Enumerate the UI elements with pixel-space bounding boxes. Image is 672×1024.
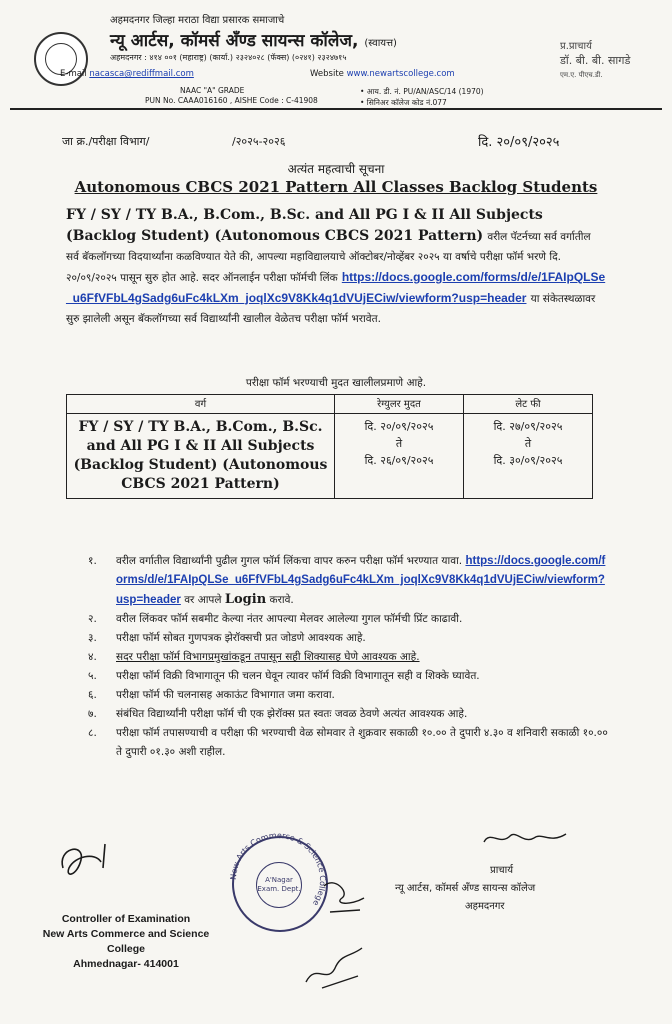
step-text: सदर परीक्षा फॉर्म विभागप्रमुखांकडून तपासून सही शिक्यासह घेणे आवश्यक आहे.: [116, 651, 420, 663]
list-item: [88, 610, 608, 629]
list-item: [88, 552, 608, 610]
principal-sign-city: अहमदनगर: [465, 901, 505, 912]
instruction-list: [88, 552, 608, 762]
principal-block: [560, 40, 630, 82]
coe-block: [26, 912, 226, 972]
header-regular: रेग्युलर मुदत: [335, 395, 464, 414]
regular-start: दि. २०/०९/२०२५: [364, 420, 434, 433]
step-text: परीक्षा फॉर्म सोबत गुणपत्रक झेरॉक्सची प्रत जोडणे आवश्यक आहे.: [116, 632, 366, 644]
regular-to: ते: [395, 437, 403, 450]
website-label: Website: [310, 69, 344, 79]
email-label: E-mail: [60, 69, 87, 79]
step-text: वरील वर्गातील विद्यार्थ्यांनी पुढील गुगल फॉर्म लिंकचा वापर करुन परीक्षा फॉर्म भरण्यात यावा.: [116, 555, 463, 567]
paragraph-classes: FY / SY / TY B.A., B.Com., B.Sc. and All PG I & II All Subjects (Backlog Student) (Autonomous CBCS 2021 Pattern): [66, 207, 543, 244]
notice-subject: Autonomous CBCS 2021 Pattern All Classes Backlog Students: [74, 178, 598, 196]
website-link[interactable]: www.newartscollege.com: [346, 69, 455, 79]
step-text: परीक्षा फॉर्म तपासण्याची व परीक्षा फी भरण्याची वेळ सोमवार ते शुक्रवार सकाळी १०.०० ते दुपारी ४.३० व शनिवारी सकाळी १०.०० ते दुपारी ०१.३० अशी राहील.: [116, 727, 608, 758]
header-late: लेट फी: [464, 395, 593, 414]
principal-label: प्र.प्राचार्य: [560, 41, 592, 52]
naac-grade: NAAC "A" GRADE: [180, 86, 245, 95]
late-dates-cell: [464, 414, 593, 499]
step-text: संबंधित विद्यार्थ्यांनी परीक्षा फॉर्म ची एक झेरॉक्स प्रत स्वतः जवळ ठेवणे अत्यंत आवश्यक आहे.: [116, 708, 468, 720]
class-cell: FY / SY / TY B.A., B.Com., B.Sc. and All PG I & II All Subjects (Backlog Student) (Autonomous CBCS 2021 Pattern): [67, 414, 335, 499]
step-number: ५.: [88, 670, 97, 682]
list-item: [88, 705, 608, 724]
step-text: परीक्षा फॉर्म फी चलनासह अकाऊंट विभागात जमा करावा.: [116, 689, 335, 701]
coe-college: New Arts Commerce and Science College: [42, 928, 210, 955]
stamp-center: A'Nagar Exam. Dept.: [256, 862, 302, 908]
header-class: वर्ग: [67, 395, 335, 414]
coe-title: Controller of Examination: [61, 913, 191, 925]
login-word: Login: [224, 592, 267, 607]
step-number: ६.: [88, 689, 97, 701]
header-divider: [10, 108, 662, 110]
table-header-row: [67, 395, 593, 414]
dept-signature: [320, 872, 370, 922]
step-number: २.: [88, 613, 97, 625]
schedule-table: [66, 394, 593, 499]
notice-paragraph: [66, 205, 606, 329]
form-link[interactable]: https://docs.google.com/forms/d/e/1FAIpQLSe_u6FfVFbL4gSadg6uFc4kLXm_joqlXc9V8Kk4q1dVUjECiw/viewform?usp=header: [66, 270, 606, 305]
email-link[interactable]: nacasca@rediffmail.com: [89, 69, 194, 79]
reference-year: /२०२५-२०२६: [232, 135, 286, 148]
schedule-caption: परीक्षा फॉर्म भरण्याची मुदत खालीलप्रमाणे आहे.: [245, 377, 427, 389]
principal-name: डॉ. बी. बी. सागडे: [560, 54, 631, 67]
college-name: [110, 28, 397, 51]
step-text: वर आपले: [184, 594, 222, 606]
principal-sign-college: न्यू आर्टस, कॉमर्स अँण्ड सायन्स कॉलेज: [395, 883, 536, 894]
email-row: [60, 69, 194, 79]
autonomous-label: (स्वायत्त): [364, 38, 397, 49]
college-name-text: न्यू आर्टस, कॉमर्स अँण्ड सायन्स कॉलेज,: [110, 31, 359, 51]
step-number: ८.: [88, 727, 97, 739]
step-number: ३.: [88, 632, 97, 644]
step-form-link[interactable]: https://docs.google.com/forms/d/e/1FAIpQLSe_u6FfVFbL4gSadg6uFc4kLXm_joqlXc9V8Kk4q1dVUjECiw/viewform?usp=header: [116, 555, 606, 606]
coe-city: Ahmednagar- 414001: [73, 958, 179, 970]
step-number: ४.: [88, 651, 97, 663]
principal-sign-title: प्राचार्य: [490, 865, 514, 876]
notice-date: दि. २०/०९/२०२५: [478, 135, 560, 150]
step-text: परीक्षा फॉर्म विक्री विभागातून फी चलन घेवून त्यावर फॉर्म विक्री विभागातून सही व शिक्के घ्यावेत.: [116, 670, 480, 682]
list-item: [88, 686, 608, 705]
affiliation-code: • सिनिअर कॉलेज कोड नं.077: [360, 98, 447, 107]
website-row: [310, 69, 455, 79]
step-text: वरील लिंकवर फॉर्म सबमीट केल्या नंतर आपल्या मेलवर आलेल्या गुगल फॉर्मची प्रिंट काढावी.: [116, 613, 463, 625]
late-to: ते: [524, 437, 532, 450]
received-signature: [302, 942, 368, 992]
late-end: दि. ३०/०९/२०२५: [493, 454, 563, 467]
list-item: [88, 724, 608, 762]
step-number: १.: [88, 555, 97, 567]
college-address: अहमदनगर : ४१४ ००१ (महाराष्ट्र) (कार्या.) २३२४०२८ (फॅक्स) (०२४१) २३२४७१५: [110, 53, 347, 62]
step-number: ७.: [88, 708, 97, 720]
list-item: [88, 629, 608, 648]
regular-end: दि. २६/०९/२०२५: [364, 454, 434, 467]
affiliation-id: • आय. डी. नं. PU/AN/ASC/14 (1970): [360, 87, 484, 96]
table-row: [67, 414, 593, 499]
coe-signature: [55, 838, 125, 886]
late-start: दि. २७/०९/२०२५: [493, 420, 563, 433]
list-item: [88, 648, 608, 667]
list-item: [88, 667, 608, 686]
regular-dates-cell: [335, 414, 464, 499]
pun-code: PUN No. CAAA016160 , AISHE Code : C-41908: [145, 96, 318, 105]
affiliation: [360, 86, 484, 108]
society-name: अहमदनगर जिल्हा मराठा विद्या प्रसारक समाजाचे: [110, 15, 285, 26]
notice-title: अत्यंत महत्वाची सूचना: [287, 162, 385, 176]
principal-signature: [480, 824, 570, 852]
step-text: करावे.: [269, 594, 294, 606]
paragraph-end: या संकेतस्थळावर सुरु झालेली असून बॅकलॉगच्या सर्व विद्यार्थ्यांनी खालील वेळेतच परीक्षा फॉर्म भरावेत.: [66, 293, 596, 325]
principal-degree: एम.ए. पीएच.डी.: [560, 71, 603, 79]
reference-number: जा क्र./परीक्षा विभाग/: [62, 135, 150, 148]
paragraph-text: वरील पॅटर्नच्या सर्व वर्गातील सर्व बॅकलॉगच्या विदयार्थ्यांना कळविण्यात येते की, आपल्या महाविद्यालयाचे ऑक्टोबर/नोव्हेंबर २०२५ या वर्षाचे परीक्षा फॉर्म भरणे दि. २०/०९/२०२५ पासून सुरु होत आहे. सदर ऑनलाईन परीक्षा फॉर्मची लिंक: [66, 231, 591, 284]
stamp-ring-label: New Arts Commerce & Science College: [228, 830, 328, 908]
